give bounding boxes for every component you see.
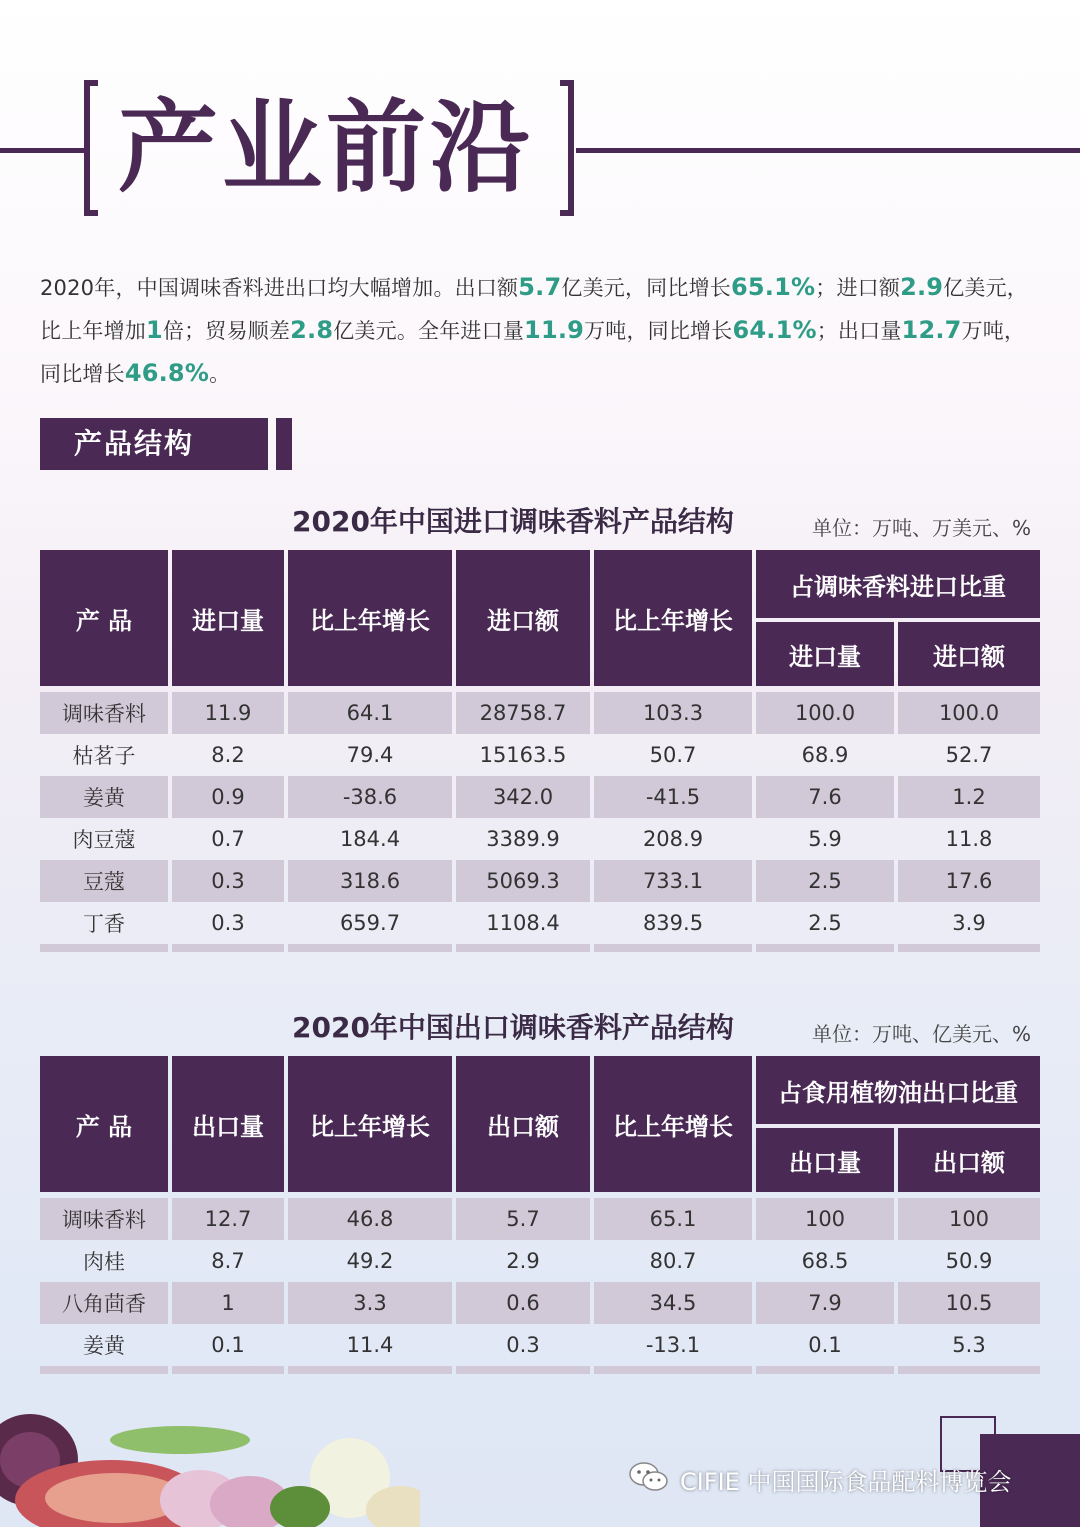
table-cell-product: 调味香料	[40, 692, 168, 734]
import-table-unit: 单位：万吨、万美元、%	[812, 516, 1032, 540]
table-row	[40, 1324, 1040, 1366]
intro-paragraph	[40, 266, 1042, 395]
footer-brand: CIFIE 中国国际食品配料博览会	[680, 1468, 1012, 1496]
intro-text: 。	[209, 362, 231, 386]
table-cell: 2.9	[506, 1249, 540, 1273]
table-cell: 1.2	[898, 776, 1040, 818]
export-table-title: 2020年中国出口调味香料产品结构	[292, 1011, 734, 1044]
table-cell: 46.8	[288, 1198, 452, 1240]
table-row	[40, 692, 1040, 734]
table-cell: 0.3	[506, 1333, 540, 1357]
table-cell-product: 豆蔻	[40, 860, 168, 902]
intro-text: 亿美元，比上年增加	[40, 276, 1028, 343]
table-cell: 659.7	[339, 911, 401, 935]
table-cell-product: 枯茗子	[72, 744, 136, 768]
export-table-unit: 单位：万吨、亿美元、%	[812, 1022, 1032, 1046]
col-header-qty: 进口量	[172, 550, 284, 686]
col-header-amount-growth: 比上年增长	[594, 1056, 752, 1192]
col-header-share-amount: 出口额	[898, 1128, 1040, 1192]
table-cell-product: 八角茴香	[40, 1282, 168, 1324]
intro-text: 倍；贸易顺差	[162, 319, 291, 343]
col-header-share-qty: 进口量	[756, 622, 894, 686]
table-cell: 5069.3	[456, 860, 590, 902]
table-cell: 0.3	[211, 911, 245, 935]
table-cell: 64.1	[288, 692, 452, 734]
col-header-amount: 出口额	[456, 1056, 590, 1192]
table-cell: 0.9	[172, 776, 284, 818]
table-cell: 8.7	[211, 1249, 245, 1273]
col-header-amount-growth: 比上年增长	[594, 550, 752, 686]
table-cell: 3.9	[952, 911, 986, 935]
intro-highlight: 5.7	[518, 273, 562, 301]
table-cell: 1	[172, 1282, 284, 1324]
table-cell: 49.2	[346, 1249, 394, 1273]
table-cell: 839.5	[642, 911, 704, 935]
col-header-share-amount: 进口额	[898, 622, 1040, 686]
table-cell: 3.3	[288, 1282, 452, 1324]
table-cell: 2.5	[756, 860, 894, 902]
table-cell: 5.3	[952, 1333, 986, 1357]
intro-text: 亿美元，同比增长	[561, 276, 731, 300]
wechat-icon	[628, 1460, 670, 1494]
header-bracket-right	[560, 80, 574, 216]
table-cell-product: 丁香	[83, 912, 125, 936]
table-cell: -38.6	[288, 776, 452, 818]
table-cell: 0.1	[808, 1333, 842, 1357]
table-cell: 7.6	[756, 776, 894, 818]
table-cell-product: 姜黄	[40, 776, 168, 818]
intro-highlight: 2.8	[290, 316, 334, 344]
intro-text: 2020年，中国调味香料进出口均大幅增加。出口额	[40, 276, 519, 300]
table-cell: 103.3	[594, 692, 752, 734]
table-cell: 65.1	[594, 1198, 752, 1240]
table-cell: 34.5	[594, 1282, 752, 1324]
table-cell: 15163.5	[479, 743, 567, 767]
table-cell: 342.0	[456, 776, 590, 818]
table-row	[40, 818, 1040, 860]
table-cell-product: 肉豆蔻	[72, 828, 136, 852]
intro-highlight: 12.7	[901, 316, 962, 344]
table-row	[40, 1198, 1040, 1240]
table-cell: 11.8	[945, 827, 993, 851]
table-cell-product: 姜黄	[83, 1334, 125, 1358]
import-table-title: 2020年中国进口调味香料产品结构	[292, 505, 734, 538]
table-row	[40, 1282, 1040, 1324]
import-table	[36, 550, 1044, 952]
col-header-amount: 进口额	[456, 550, 590, 686]
intro-text: 万吨，同比增长	[40, 319, 1026, 386]
table-cell: 11.9	[172, 692, 284, 734]
table-cell: 50.9	[945, 1249, 993, 1273]
table-cell: 28758.7	[456, 692, 590, 734]
col-header-share-group: 占食用植物油出口比重	[756, 1056, 1040, 1128]
table-row	[40, 776, 1040, 818]
intro-highlight: 46.8%	[124, 359, 210, 387]
table-cell: 79.4	[346, 743, 394, 767]
table-cell: 208.9	[642, 827, 704, 851]
table-cell: 318.6	[288, 860, 452, 902]
col-header-product: 产 品	[40, 1056, 168, 1192]
table-cell: 52.7	[945, 743, 993, 767]
table-cell: 184.4	[339, 827, 401, 851]
col-header-qty-growth: 比上年增长	[288, 1056, 452, 1192]
table-cell: 7.9	[756, 1282, 894, 1324]
col-header-share-qty: 出口量	[756, 1128, 894, 1192]
export-table-body	[40, 1192, 1040, 1374]
table-cell: 12.7	[172, 1198, 284, 1240]
col-header-share-group: 占调味香料进口比重	[756, 550, 1040, 622]
table-cell: -13.1	[645, 1333, 701, 1357]
table-cell: 80.7	[649, 1249, 697, 1273]
page-title: 产业前沿	[118, 89, 534, 206]
export-table	[36, 1056, 1044, 1374]
intro-highlight: 64.1%	[732, 316, 817, 344]
vegetables-decoration-image	[0, 1400, 420, 1527]
col-header-qty: 出口量	[172, 1056, 284, 1192]
col-header-qty-growth: 比上年增长	[288, 550, 452, 686]
intro-text: 万吨，同比增长	[584, 319, 733, 343]
intro-highlight: 11.9	[524, 316, 585, 344]
table-cell: 17.6	[898, 860, 1040, 902]
intro-text: ；出口量	[816, 319, 902, 343]
header-bracket-left	[84, 80, 98, 216]
table-row	[40, 1240, 1040, 1282]
header-line-right	[576, 148, 1080, 153]
table-cell-product: 肉桂	[83, 1250, 125, 1274]
section-label: 产品结构	[40, 418, 268, 470]
table-footer-bar	[40, 1366, 1040, 1374]
table-cell: 5.7	[456, 1198, 590, 1240]
header-line-left	[0, 148, 86, 153]
section-label-bar	[276, 418, 292, 470]
table-cell: -41.5	[594, 776, 752, 818]
table-cell: 0.3	[172, 860, 284, 902]
table-cell: 1108.4	[486, 911, 560, 935]
table-cell: 3389.9	[486, 827, 560, 851]
table-cell: 0.1	[211, 1333, 245, 1357]
table-cell: 100.0	[756, 692, 894, 734]
intro-text: ；进口额	[815, 276, 901, 300]
table-cell: 68.9	[801, 743, 849, 767]
intro-text: 亿美元。全年进口量	[333, 319, 525, 343]
intro-highlight: 1	[146, 316, 163, 344]
table-cell: 0.6	[456, 1282, 590, 1324]
table-cell: 100	[898, 1198, 1040, 1240]
table-row	[40, 860, 1040, 902]
import-table-body	[40, 686, 1040, 952]
table-row	[40, 734, 1040, 776]
table-cell: 100.0	[898, 692, 1040, 734]
table-cell: 0.7	[211, 827, 245, 851]
table-cell: 100	[756, 1198, 894, 1240]
table-cell: 2.5	[808, 911, 842, 935]
table-cell: 5.9	[808, 827, 842, 851]
table-cell: 11.4	[346, 1333, 394, 1357]
table-cell: 50.7	[649, 743, 697, 767]
intro-highlight: 65.1%	[730, 273, 816, 301]
col-header-product: 产 品	[40, 550, 168, 686]
table-row	[40, 902, 1040, 944]
table-cell-product: 调味香料	[40, 1198, 168, 1240]
table-footer-bar	[40, 944, 1040, 952]
table-cell: 10.5	[898, 1282, 1040, 1324]
table-cell: 8.2	[211, 743, 245, 767]
table-cell: 68.5	[801, 1249, 849, 1273]
table-cell: 733.1	[594, 860, 752, 902]
intro-highlight: 2.9	[900, 273, 944, 301]
